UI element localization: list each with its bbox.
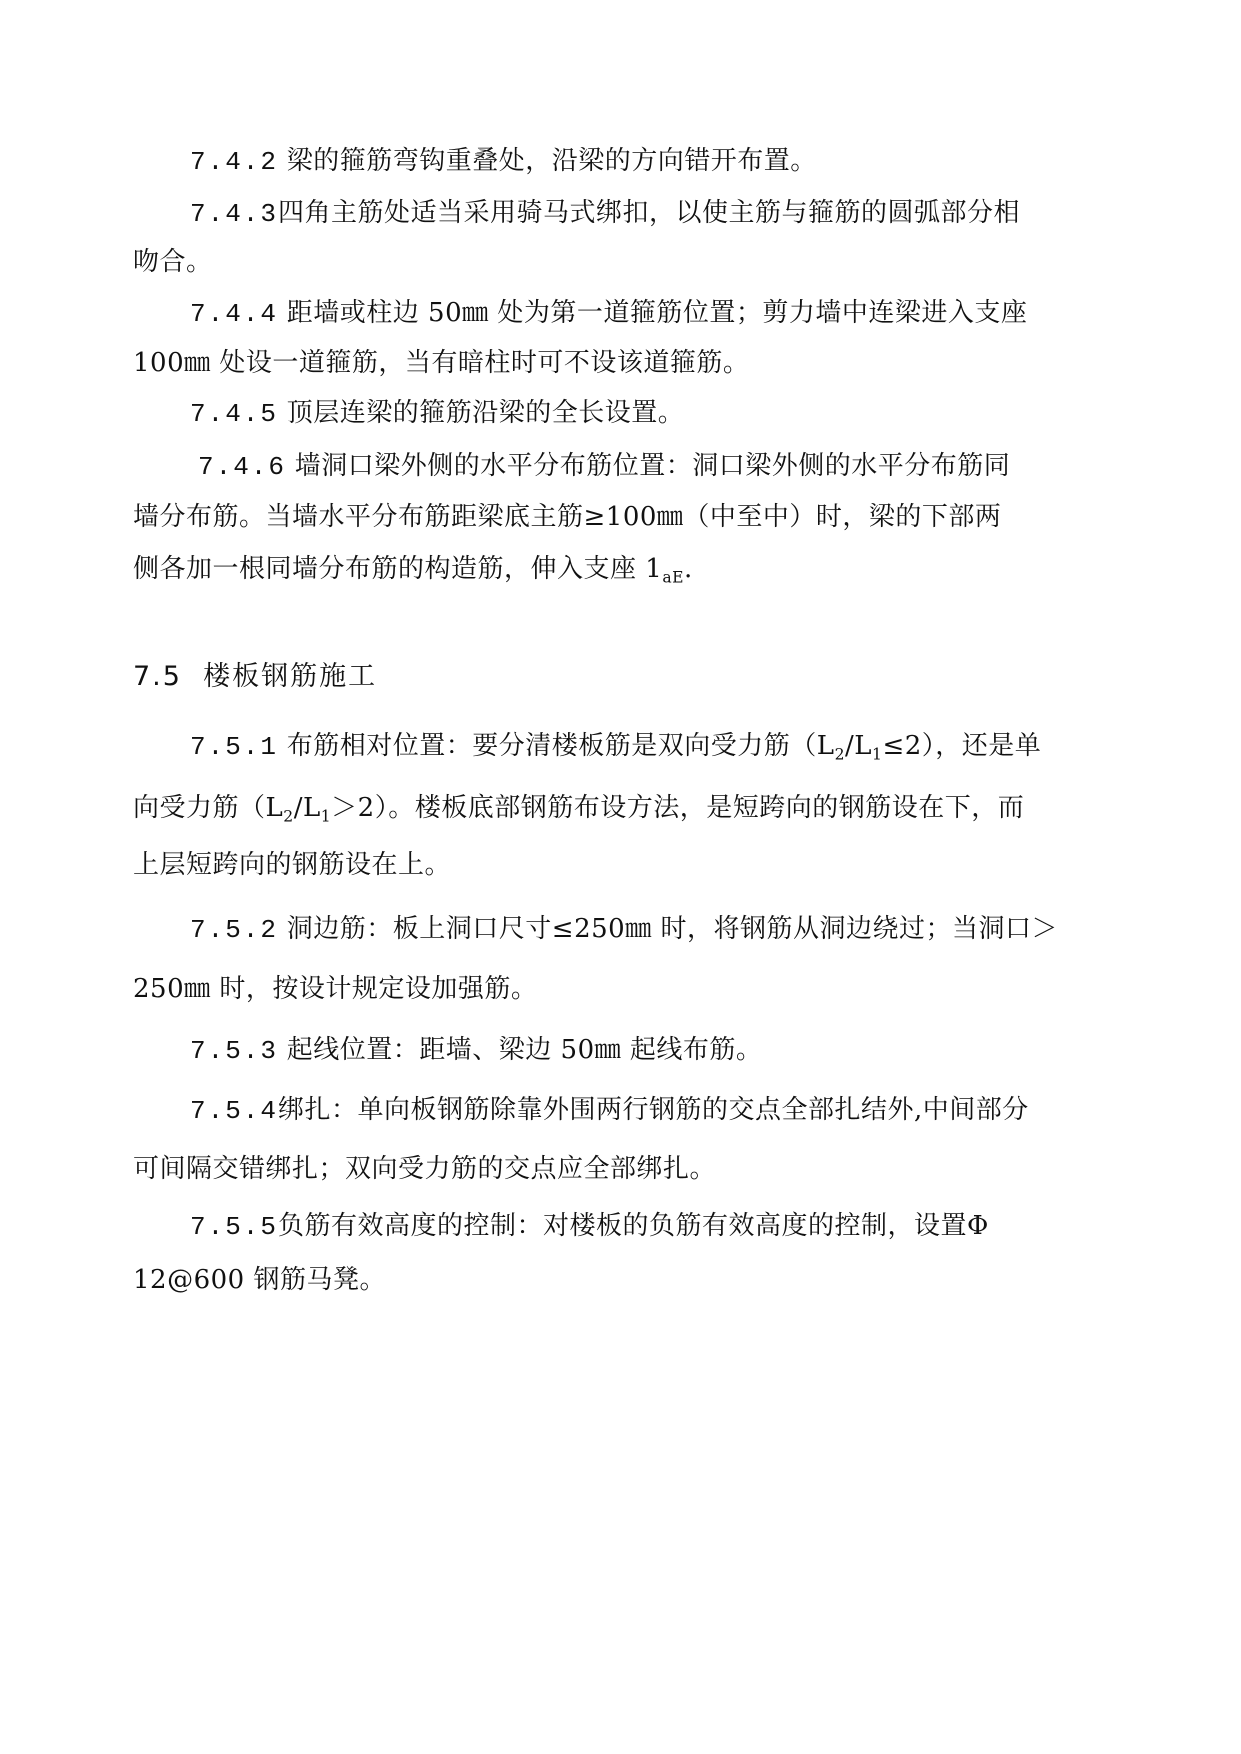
paragraph-text: 梁的箍筋弯钩重叠处，沿梁的方向错开布置。 — [286, 146, 817, 176]
paragraph-text: 吻合。 — [133, 247, 213, 277]
paragraph-text: 墙洞口梁外侧的水平分布筋位置：洞口梁外侧的水平分布筋同 — [294, 451, 1011, 481]
paragraph-continuation — [133, 500, 1001, 534]
paragraph-7-5-3 — [190, 1033, 762, 1068]
subscript: 2 — [283, 807, 294, 826]
clause-number: 7.5.1 — [190, 732, 279, 762]
paragraph-continuation — [133, 791, 1024, 825]
paragraph-text: 可间隔交错绑扎；双向受力筋的交点应全部绑扎。 — [133, 1154, 717, 1184]
paragraph-7-4-3 — [190, 196, 1020, 231]
paragraph-7-5-1 — [190, 729, 1041, 764]
clause-number: 7.5.5 — [190, 1212, 279, 1242]
section-number: 7.5 — [133, 661, 182, 692]
paragraph-continuation — [133, 552, 693, 586]
subscript: 1 — [320, 807, 332, 826]
clause-number: 7.4.5 — [190, 399, 279, 429]
paragraph-text: 洞边筋：板上洞口尺寸≤250㎜ 时，将钢筋从洞边绕过；当洞口＞ — [286, 914, 1058, 944]
paragraph-text: 起线位置：距墙、梁边 50㎜ 起线布筋。 — [286, 1035, 763, 1065]
paragraph-7-5-5 — [190, 1209, 989, 1244]
paragraph-7-5-4 — [190, 1093, 1029, 1128]
paragraph-continuation — [133, 1152, 716, 1186]
paragraph-text: 向受力筋（L — [133, 793, 284, 823]
subscript: aE — [662, 568, 684, 587]
paragraph-continuation — [133, 346, 749, 380]
paragraph-text: ≤2），还是单 — [882, 731, 1042, 761]
clause-number: 7.4.6 — [198, 452, 287, 482]
paragraph-7-5-2 — [190, 912, 1058, 947]
paragraph-7-4-4 — [190, 296, 1027, 331]
paragraph-text: 墙分布筋。当墙水平分布筋距梁底主筋≥100㎜（中至中）时，梁的下部两 — [133, 502, 1002, 532]
subscript: 2 — [834, 745, 845, 764]
paragraph-7-4-2 — [190, 144, 817, 179]
paragraph-7-4-5 — [190, 396, 684, 431]
clause-number: 7.4.3 — [190, 199, 279, 229]
clause-number: 7.5.4 — [190, 1096, 279, 1126]
paragraph-continuation — [133, 848, 451, 882]
clause-number: 7.4.2 — [190, 147, 279, 177]
section-heading — [133, 660, 377, 694]
clause-number: 7.5.2 — [190, 915, 279, 945]
subscript: 1 — [872, 745, 883, 764]
paragraph-text: 100㎜ 处设一道箍筋，当有暗柱时可不设该道箍筋。 — [133, 348, 750, 378]
paragraph-text: 绑扎：单向板钢筋除靠外围两行钢筋的交点全部扎结外,中间部分 — [278, 1095, 1029, 1125]
paragraph-text: /L — [844, 731, 873, 761]
clause-number: 7.4.4 — [190, 299, 279, 329]
paragraph-text: 负筋有效高度的控制：对楼板的负筋有效高度的控制，设置Φ — [278, 1211, 989, 1241]
paragraph-continuation — [133, 972, 537, 1006]
paragraph-text: 上层短跨向的钢筋设在上。 — [133, 850, 452, 880]
paragraph-text: ＞2）。楼板底部钢筋布设方法，是短跨向的钢筋设在下，而 — [331, 793, 1025, 823]
paragraph-text: 12@600 钢筋马凳。 — [133, 1265, 386, 1295]
clause-number: 7.5.3 — [190, 1036, 279, 1066]
paragraph-continuation — [133, 245, 213, 279]
paragraph-text: 250㎜ 时，按设计规定设加强筋。 — [133, 974, 538, 1004]
paragraph-text: 侧各加一根同墙分布筋的构造筋，伸入支座 1 — [133, 554, 663, 584]
paragraph-text: 布筋相对位置：要分清楼板筋是双向受力筋（L — [286, 731, 835, 761]
paragraph-text: . — [684, 554, 693, 584]
paragraph-text: 距墙或柱边 50㎜ 处为第一道箍筋位置；剪力墙中连梁进入支座 — [286, 298, 1028, 328]
paragraph-7-4-6 — [198, 449, 1010, 484]
section-title: 楼板钢筋施工 — [203, 661, 378, 692]
paragraph-text: 顶层连梁的箍筋沿梁的全长设置。 — [286, 398, 685, 428]
paragraph-text: 四角主筋处适当采用骑马式绑扣，以使主筋与箍筋的圆弧部分相 — [278, 198, 1021, 228]
paragraph-text: /L — [293, 793, 321, 823]
paragraph-continuation — [133, 1263, 386, 1297]
